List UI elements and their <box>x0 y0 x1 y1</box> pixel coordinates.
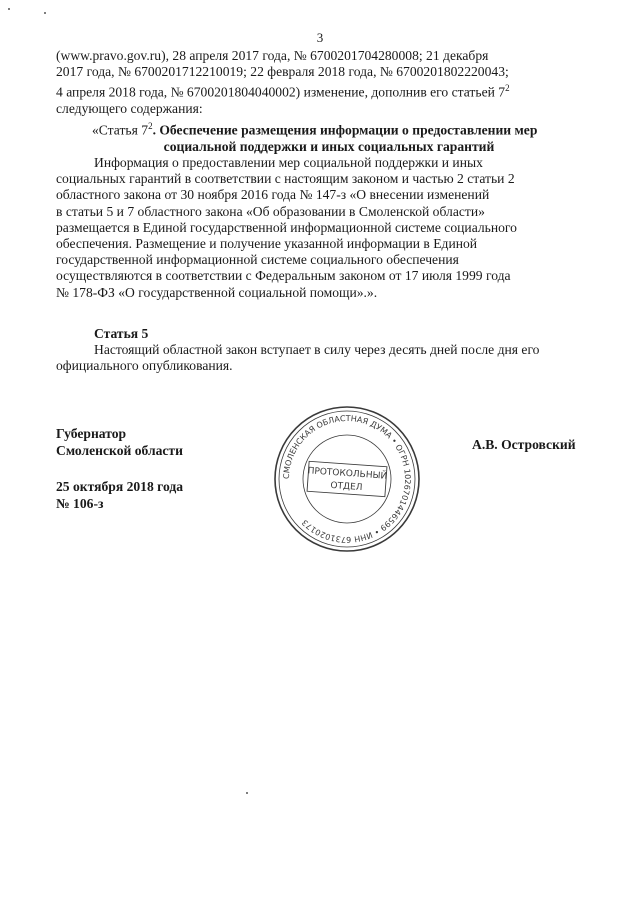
seal-center-line: ОТДЕЛ <box>330 480 363 494</box>
intro-line <box>56 80 602 101</box>
article-heading: Статья 5 <box>94 326 149 341</box>
article-body-line: официального опубликования. <box>56 358 233 374</box>
intro-paragraph <box>56 48 602 117</box>
law-date: 25 октября 2018 года <box>56 479 184 494</box>
article-body-line: Настоящий областной закон вступает в силу через десять дней после дня его <box>94 342 540 358</box>
article-title-line: . Обеспечение размещения информации о предоставлении мер <box>152 122 538 138</box>
scan-speck <box>8 8 10 10</box>
signer-name: А.В. Островский <box>472 437 576 452</box>
position-line: Смоленской области <box>56 443 183 458</box>
official-seal <box>272 404 422 554</box>
article-body-line: социальных гарантий в соответствии с настоящим законом и частью 2 статьи 2 <box>56 171 515 187</box>
intro-line: (www.pravo.gov.ru), 28 апреля 2017 года, № 6700201704280008; 21 декабря <box>56 48 489 63</box>
article-body-line: осуществляются в соответствии с Федеральным законом от 17 июля 1999 года <box>56 268 511 284</box>
law-number: № 106-з <box>56 496 104 511</box>
intro-line: 2017 года, № 6700201712210019; 22 февраля 2018 года, № 6700201802220043; <box>56 64 509 80</box>
seal-center-line: ПРОТОКОЛЬНЫЙ <box>307 466 388 482</box>
intro-line-text: 4 апреля 2018 года, № 6700201804040002) изменение, дополнив его статьей 7 <box>56 84 506 100</box>
article-7-2 <box>56 118 602 301</box>
article-title-line: социальной поддержки и иных социальных гарантий <box>163 138 495 154</box>
article-body-line: Информация о предоставлении мер социальной поддержки и иных <box>94 154 483 170</box>
scan-speck <box>44 12 46 14</box>
article-body-line: размещается в Единой государственной информационной системе социального <box>56 219 517 235</box>
article-body-line: областного закона от 30 ноября 2016 года № 147-з «О внесении изменений <box>56 187 490 203</box>
article-5 <box>56 326 602 375</box>
seal-ring-path-text: СМОЛЕНСКАЯ ОБЛАСТНАЯ ДУМА • ОГРН 1026701446599 • ИНН 6731020173 <box>281 413 413 545</box>
article-body-line: № 178-ФЗ «О государственной социальной помощи».». <box>56 284 378 300</box>
position-line: Губернатор <box>56 426 127 441</box>
intro-line: следующего содержания: <box>56 101 203 117</box>
law-date-number <box>56 478 183 512</box>
article-prefix: «Статья 7 <box>92 122 149 138</box>
article-body-line: обеспечения. Размещение и получение указанной информации в Единой <box>56 235 478 251</box>
superscript: 2 <box>148 121 153 131</box>
page-number: 3 <box>316 30 324 45</box>
article-title <box>56 118 602 139</box>
superscript: 2 <box>505 83 510 94</box>
article-body-line: в статьи 5 и 7 областного закона «Об образовании в Смоленской области» <box>56 203 485 219</box>
article-body-line: государственной информационной системе социального обеспечения <box>56 252 459 268</box>
scan-speck <box>246 792 248 794</box>
signature-position <box>56 425 183 459</box>
seal-graphic <box>272 404 422 554</box>
